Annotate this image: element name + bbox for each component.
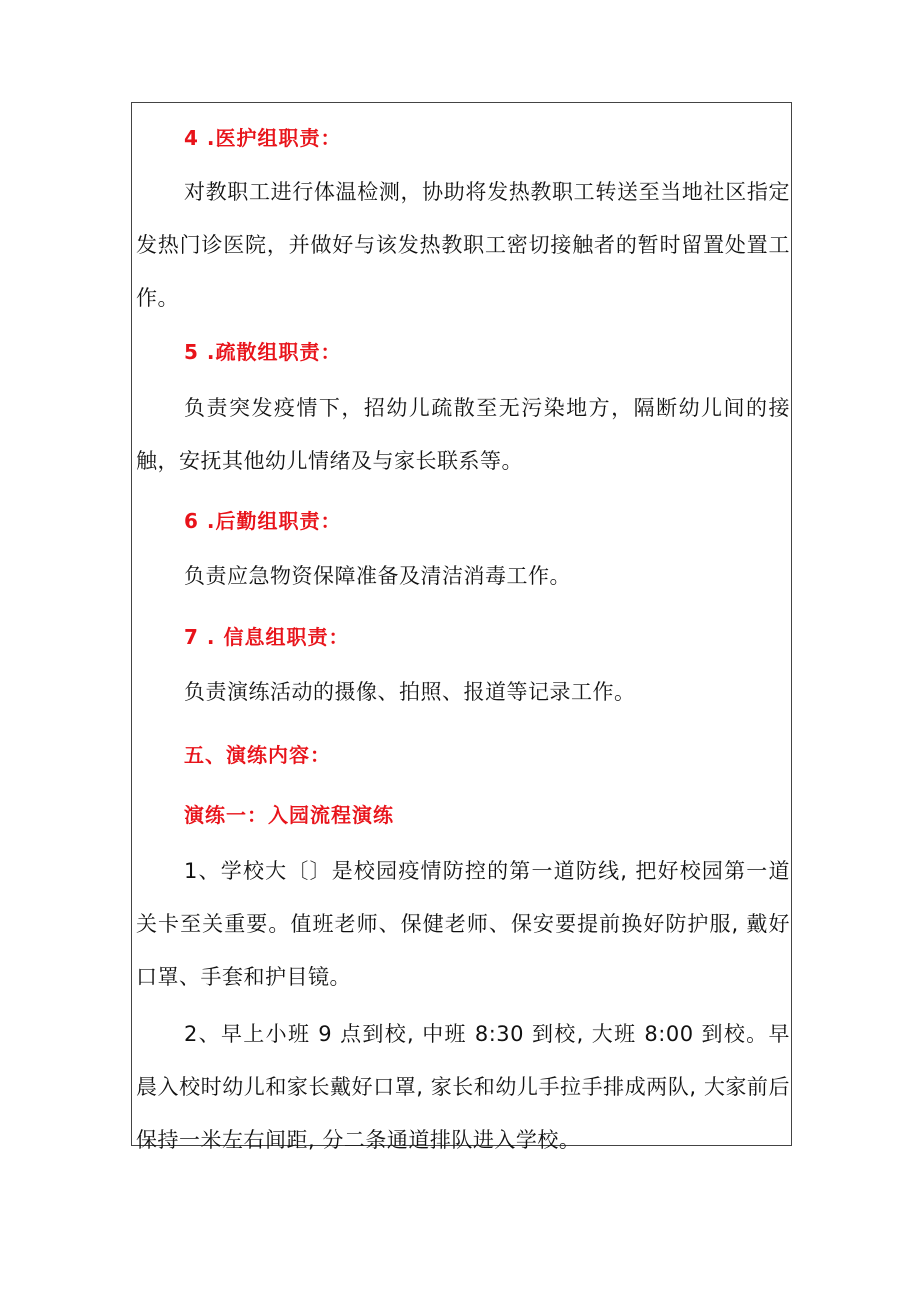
section-heading-information: 7 . 信息组职责： xyxy=(184,625,350,649)
section-body-logistics: 负责应急物资保障准备及清洁消毒工作。 xyxy=(184,564,571,588)
drill-paragraph-1: 1、学校大〔〕是校园疫情防控的第一道防线, 把好校园第一道关卡至关重要。值班老师、保健老师、保安要提前换好防护服, 戴好口罩、手套和护目镜。 xyxy=(136,859,790,989)
section-body-medical: 对教职工进行体温检测，协助将发热教职工转送至当地社区指定发热门诊医院，并做好与该发热教职工密切接触者的暂时留置处置工作。 xyxy=(136,180,790,310)
section-heading-logistics: 6 .后勤组职责： xyxy=(184,509,342,533)
drill-one-heading: 演练一：入园流程演练 xyxy=(184,803,394,827)
part-heading-drill-content: 五、演练内容： xyxy=(184,743,331,767)
section-heading-medical: 4 .医护组职责： xyxy=(184,126,342,150)
section-body-information: 负责演练活动的摄像、拍照、报道等记录工作。 xyxy=(184,680,636,704)
section-heading-evacuation: 5 .疏散组职责： xyxy=(184,340,342,364)
drill-paragraph-2: 2、早上小班 9 点到校, 中班 8:30 到校, 大班 8:00 到校。早晨入校时幼儿和家长戴好口罩, 家长和幼儿手拉手排成两队, 大家前后保持一米左右间距, 分二条通道排队进入学校。 xyxy=(136,1022,790,1152)
section-body-evacuation: 负责突发疫情下，招幼儿疏散至无污染地方，隔断幼儿间的接触，安抚其他幼儿情绪及与家长联系等。 xyxy=(136,396,790,473)
